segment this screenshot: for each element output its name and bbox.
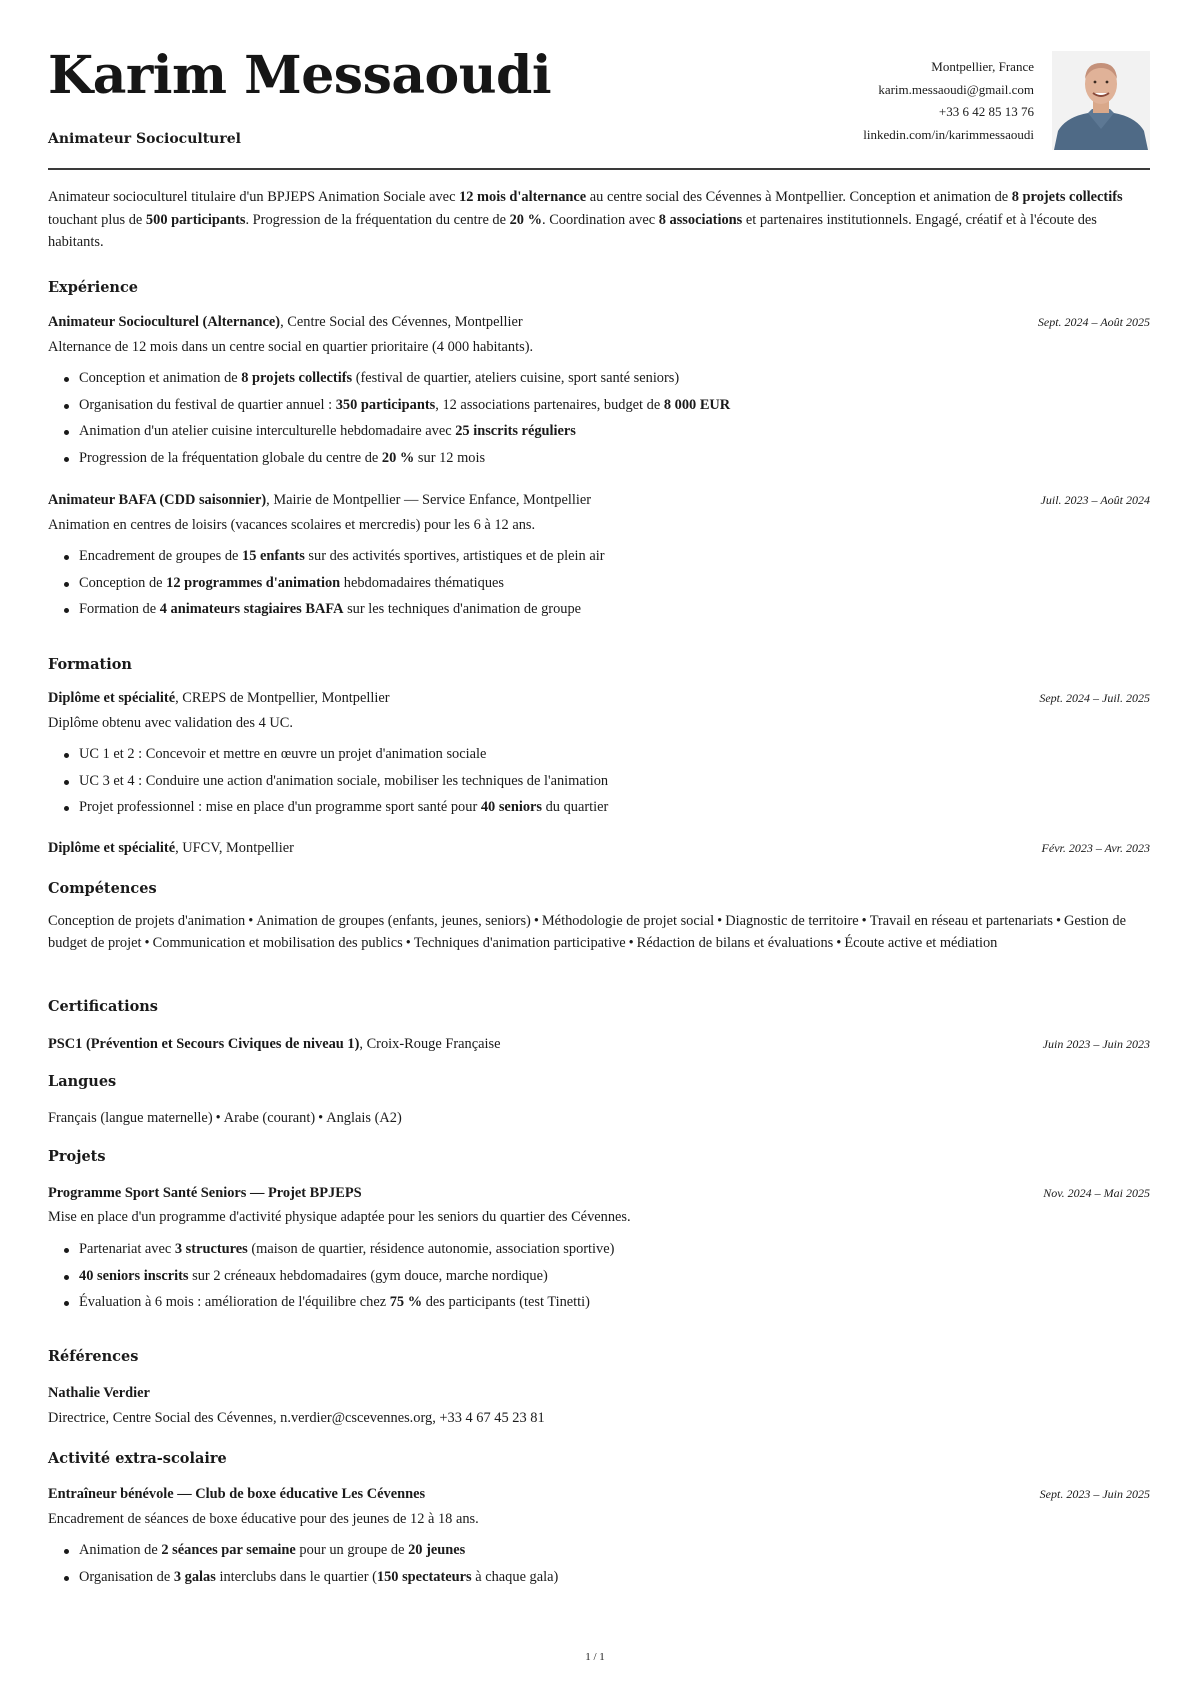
- bullet-item: Organisation du festival de quartier annuel : 350 participants, 12 associations partenaires, budget de 8 000 EUR: [79, 392, 1150, 419]
- certification-org: , Croix-Rouge Française: [359, 1036, 501, 1052]
- entry-org: , CREPS de Montpellier, Montpellier: [175, 690, 390, 706]
- bullet-item: Progression de la fréquentation globale du centre de 20 % sur 12 mois: [79, 445, 1150, 472]
- entry-date: Févr. 2023 – Avr. 2023: [1041, 841, 1150, 855]
- entry-role: Animateur Socioculturel (Alternance): [48, 314, 281, 330]
- summary-text: Animateur socioculturel titulaire d'un BPJEPS Animation Sociale avec 12 mois d'alternance au centre social des Cévennes à Montpellier. Conception et animation de 8 projets collectifs touchant plus de 500 participants. Progression de la fréquentation du centre de 20 %. Coordination avec 8 associations et partenaires institutionnels. Engagé, créatif et à l'écoute des habitants.: [48, 189, 1123, 250]
- skills-list: Conception de projets d'animation • Animation de groupes (enfants, jeunes, seniors) • Méthodologie de projet social • Diagnostic de territoire • Travail en réseau et partenariats • Gestion de budget de projet • Communication et mobilisation des publics • Techniques d'animation participative • Rédaction de bilans et évaluations • Écoute active et médiation: [48, 913, 1126, 951]
- section-title-extracurricular: Activité extra-scolaire: [48, 1450, 227, 1467]
- entry-org: , Mairie de Montpellier — Service Enfance, Montpellier: [266, 492, 592, 508]
- candidate-role: Animateur Socioculturel: [48, 131, 241, 147]
- entry-header: [48, 687, 1150, 709]
- entry-header: [48, 837, 1150, 859]
- experience-item: [48, 489, 1150, 623]
- language-item: Arabe (courant): [223, 1110, 316, 1126]
- skill-item: Écoute active et médiation: [844, 935, 998, 951]
- contact-linkedin[interactable]: linkedin.com/in/karimmessaoudi: [863, 126, 1034, 142]
- extracurricular-item: [48, 1483, 1150, 1590]
- skill-item: Communication et mobilisation des publics: [152, 935, 403, 951]
- bullet-item: Conception de 12 programmes d'animation hebdomadaires thématiques: [79, 570, 1150, 597]
- experience-item: [48, 311, 1150, 471]
- languages-list: Français (langue maternelle) • Arabe (courant) • Anglais (A2): [48, 1110, 402, 1126]
- education-item: [48, 837, 1150, 859]
- entry-date: Nov. 2024 – Mai 2025: [1043, 1186, 1150, 1200]
- project-name: Programme Sport Santé Seniors — Projet BPJEPS: [48, 1185, 362, 1201]
- candidate-name: Karim Messaoudi: [48, 45, 552, 106]
- bullet-item: UC 1 et 2 : Concevoir et mettre en œuvre un projet d'animation sociale: [79, 741, 1150, 768]
- entry-bullets: [48, 1537, 1150, 1590]
- skill-item: Méthodologie de projet social: [541, 913, 715, 929]
- contact-email[interactable]: karim.messaoudi@gmail.com: [878, 81, 1034, 97]
- entry-date: Sept. 2024 – Juil. 2025: [1039, 691, 1150, 705]
- entry-role: Animateur BAFA (CDD saisonnier): [48, 492, 267, 508]
- entry-description: Animation en centres de loisirs (vacances scolaires et mercredis) pour les 6 à 12 ans.: [48, 517, 536, 533]
- entry-bullets: [48, 365, 1150, 471]
- certification-name: PSC1 (Prévention et Secours Civiques de niveau 1): [48, 1036, 360, 1052]
- entry-description: Mise en place d'un programme d'activité physique adaptée pour les seniors du quartier des Cévennes.: [48, 1209, 631, 1225]
- bullet-item: UC 3 et 4 : Conduire une action d'animation sociale, mobiliser les techniques de l'animation: [79, 768, 1150, 795]
- skill-item: Rédaction de bilans et évaluations: [636, 935, 834, 951]
- bullet-item: Formation de 4 animateurs stagiaires BAFA sur les techniques d'animation de groupe: [79, 596, 1150, 623]
- bullet-item: Animation d'un atelier cuisine interculturelle hebdomadaire avec 25 inscrits réguliers: [79, 418, 1150, 445]
- reference-name: Nathalie Verdier: [48, 1385, 150, 1401]
- entry-bullets: [48, 1236, 1150, 1316]
- bullet-item: Encadrement de groupes de 15 enfants sur des activités sportives, artistiques et de plein air: [79, 543, 1150, 570]
- entry-bullets: [48, 543, 1150, 623]
- entry-date: Sept. 2023 – Juin 2025: [1039, 1487, 1150, 1501]
- bullet-item: Partenariat avec 3 structures (maison de quartier, résidence autonomie, association sportive): [79, 1236, 1150, 1263]
- entry-description: Diplôme obtenu avec validation des 4 UC.: [48, 715, 293, 731]
- bullet-item: Évaluation à 6 mois : amélioration de l'équilibre chez 75 % des participants (test Tinetti): [79, 1289, 1150, 1316]
- entry-degree: Diplôme et spécialité: [48, 840, 176, 856]
- bullet-item: Animation de 2 séances par semaine pour un groupe de 20 jeunes: [79, 1537, 1150, 1564]
- skill-item: Diagnostic de territoire: [725, 913, 859, 929]
- entry-description: Alternance de 12 mois dans un centre social en quartier prioritaire (4 000 habitants).: [48, 339, 534, 355]
- summary-section: [48, 186, 1150, 254]
- entry-header: [48, 1382, 1150, 1404]
- contact-block: [863, 56, 1034, 146]
- entry-org: , Centre Social des Cévennes, Montpellier: [280, 314, 523, 330]
- section-title-references: Références: [48, 1348, 139, 1365]
- skill-item: Animation de groupes (enfants, jeunes, seniors): [256, 913, 531, 929]
- skill-item: Techniques d'animation participative: [413, 935, 626, 951]
- skill-item: Gestion de budget de projet: [48, 913, 1126, 951]
- entry-degree: Diplôme et spécialité: [48, 690, 176, 706]
- bullet-item: Conception et animation de 8 projets collectifs (festival de quartier, ateliers cuisine, sport santé seniors): [79, 365, 1150, 392]
- entry-bullets: [48, 741, 1150, 821]
- section-title-experience: Expérience: [48, 279, 139, 296]
- section-title-certifications: Certifications: [48, 998, 158, 1015]
- language-item: Anglais (A2): [326, 1110, 402, 1126]
- section-title-projects: Projets: [48, 1148, 106, 1165]
- page-number: 1 / 1: [585, 1651, 605, 1663]
- entry-header: [48, 489, 1150, 511]
- education-item: [48, 687, 1150, 821]
- entry-header: [48, 1483, 1150, 1505]
- entry-description: Encadrement de séances de boxe éducative pour des jeunes de 12 à 18 ans.: [48, 1511, 479, 1527]
- contact-location: Montpellier, France: [931, 59, 1034, 74]
- bullet-item: Organisation de 3 galas interclubs dans le quartier (150 spectateurs à chaque gala): [79, 1564, 1150, 1591]
- entry-header: [48, 1182, 1150, 1204]
- resume-header: [48, 0, 1150, 170]
- skill-item: Travail en réseau et partenariats: [869, 913, 1053, 929]
- bullet-item: 40 seniors inscrits sur 2 créneaux hebdomadaires (gym douce, marche nordique): [79, 1263, 1150, 1290]
- reference-item: [48, 1382, 1150, 1429]
- entry-org: , UFCV, Montpellier: [175, 840, 294, 856]
- reference-details: Directrice, Centre Social des Cévennes, n.verdier@cscevennes.org, +33 4 67 45 23 81: [48, 1410, 545, 1426]
- entry-date: Juin 2023 – Juin 2023: [1042, 1037, 1150, 1051]
- entry-header: [48, 1033, 1150, 1055]
- header-divider: [48, 168, 1150, 170]
- person-photo-icon: [1052, 51, 1150, 150]
- entry-date: Sept. 2024 – Août 2025: [1037, 315, 1150, 329]
- skill-item: Conception de projets d'animation: [48, 913, 246, 929]
- language-item: Français (langue maternelle): [48, 1110, 213, 1126]
- section-title-education: Formation: [48, 656, 132, 673]
- activity-name: Entraîneur bénévole — Club de boxe éducative Les Cévennes: [48, 1486, 426, 1502]
- contact-phone: +33 6 42 85 13 76: [938, 104, 1034, 119]
- project-item: [48, 1182, 1150, 1316]
- entry-header: [48, 311, 1150, 333]
- entry-date: Juil. 2023 – Août 2024: [1040, 493, 1150, 507]
- section-title-skills: Compétences: [48, 880, 157, 897]
- profile-photo: [1052, 51, 1150, 150]
- section-title-languages: Langues: [48, 1073, 117, 1090]
- resume-page: [48, 0, 1150, 1585]
- certification-item: [48, 1033, 1150, 1055]
- bullet-item: Projet professionnel : mise en place d'un programme sport santé pour 40 seniors du quartier: [79, 794, 1150, 821]
